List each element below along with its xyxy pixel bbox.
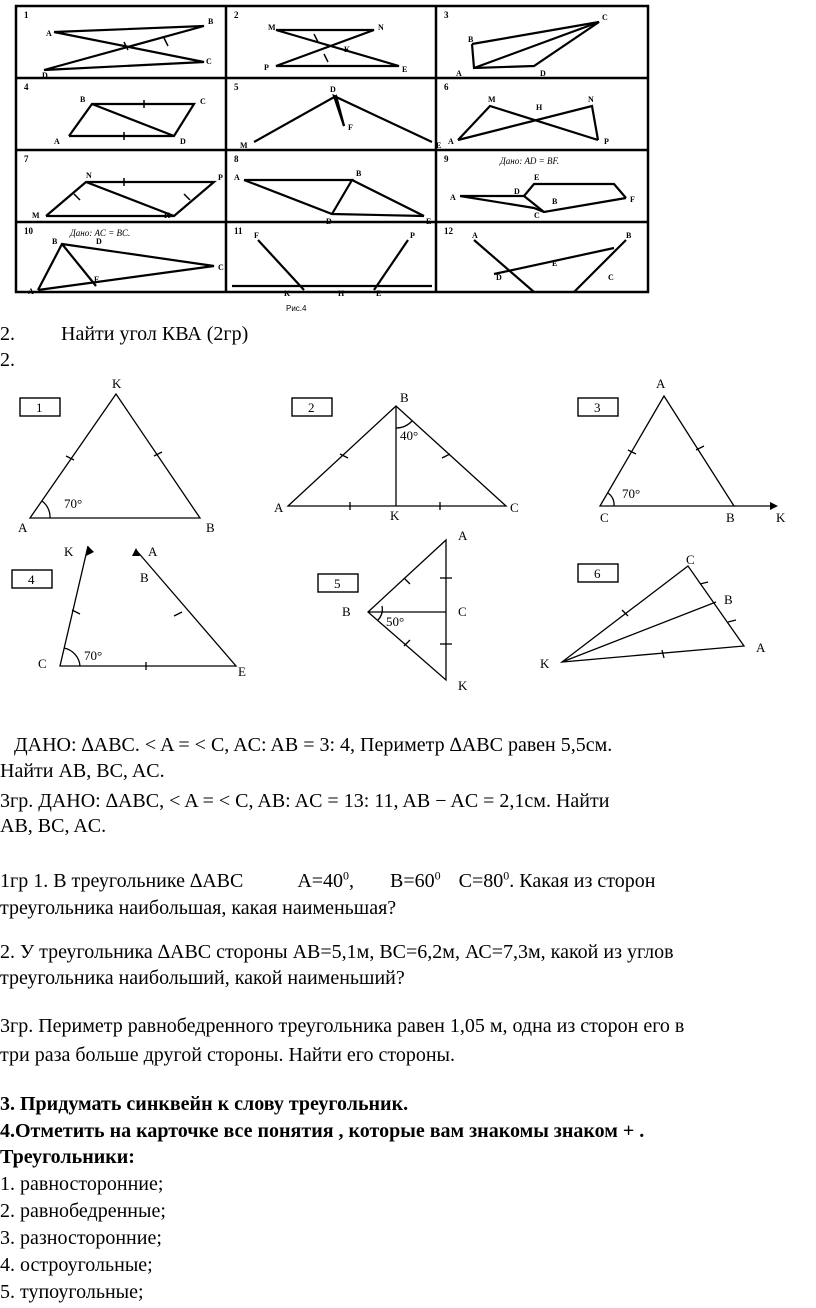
problem-1-question: . Какая из сторон <box>509 870 656 892</box>
svg-text:P: P <box>604 137 609 146</box>
svg-text:F: F <box>348 123 353 132</box>
problem-3-line1: 3гр. Периметр равнобедренного треугольника равен 1,05 м, одна из сторон его в <box>0 1015 685 1037</box>
svg-text:N: N <box>86 171 92 180</box>
svg-text:A: A <box>148 544 158 559</box>
svg-text:D: D <box>326 217 332 226</box>
given-2-find: AB, BC, AC. <box>0 815 107 837</box>
svg-text:B: B <box>552 197 558 206</box>
svg-text:70°: 70° <box>622 486 641 501</box>
svg-text:A: A <box>472 231 478 240</box>
cell-number: 10 <box>24 226 33 236</box>
list-item: 5. тупоугольные; <box>0 1281 144 1303</box>
angle-C: С=80 <box>458 870 504 892</box>
list-item: 3. разносторонние; <box>0 1227 162 1249</box>
svg-text:B: B <box>356 169 362 178</box>
svg-text:K: K <box>284 289 291 296</box>
svg-text:A: A <box>458 528 468 543</box>
svg-text:A: A <box>656 376 666 391</box>
triangle-6-number: 6 <box>594 566 601 581</box>
task2-number: 2. <box>0 323 15 345</box>
svg-text:K: K <box>776 510 786 525</box>
given-1: ДАНО: ∆ABC. < A = < C, AC: AB = 3: 4, Периметр ∆ABC равен 5,5см. <box>14 734 613 756</box>
svg-text:E: E <box>436 141 442 150</box>
svg-text:B: B <box>52 237 58 246</box>
cell-number: 7 <box>24 154 29 164</box>
problem-3-line2: три раза больше другой стороны. Найти его стороны. <box>0 1044 455 1066</box>
svg-text:A: A <box>448 137 454 146</box>
svg-text:A: A <box>756 640 766 655</box>
svg-text:E: E <box>238 664 246 679</box>
geometry-figures-grid <box>14 4 650 296</box>
svg-text:B: B <box>80 95 86 104</box>
triangle-5 <box>368 540 446 680</box>
triangle-2 <box>288 406 506 506</box>
cell-number: 4 <box>24 82 29 92</box>
svg-text:C: C <box>534 211 540 220</box>
svg-text:B: B <box>342 604 351 619</box>
svg-text:A: A <box>46 29 52 38</box>
problem-1-line1: 1гр 1. В треугольнике ∆АВС $А=40^0$, $В=60^0$ $С=80^0$. Какая из сторон <box>0 868 656 892</box>
svg-text:H: H <box>338 289 345 296</box>
task-3: 3. Придумать синквейн к слову треугольник. <box>0 1093 409 1115</box>
svg-text:M: M <box>32 211 40 220</box>
problem-1-line2: треугольника наибольшая, какая наименьшая? <box>0 897 397 919</box>
triangle-2-number: 2 <box>308 400 315 415</box>
cell-number: 11 <box>234 226 243 236</box>
cell-number: 12 <box>444 226 453 236</box>
svg-text:E: E <box>534 173 540 182</box>
svg-text:N: N <box>588 95 594 104</box>
svg-text:B: B <box>626 231 632 240</box>
svg-text:A: A <box>450 193 456 202</box>
svg-text:D: D <box>496 273 502 282</box>
svg-text:M: M <box>240 141 248 150</box>
triangle-1-number: 1 <box>36 400 43 415</box>
problem-2-line1: 2. У треугольника ∆АВС стороны АВ=5,1м, ВС=6,2м, АС=7,3м, какой из углов <box>0 941 674 963</box>
svg-text:F: F <box>254 231 259 240</box>
svg-text:C: C <box>686 552 695 567</box>
triangle-6 <box>562 566 744 662</box>
triangles-heading: Треугольники: <box>0 1146 135 1168</box>
svg-text:E: E <box>552 259 558 268</box>
svg-text:C: C <box>206 57 212 66</box>
cell-number: 5 <box>234 82 239 92</box>
given-2: 3гр. ДАНО: ∆ABC, < A = < C, AB: AC = 13: 11, AB − AC = 2,1см. Найти <box>0 790 610 812</box>
svg-text:D: D <box>540 69 546 78</box>
cell-number: 1 <box>24 10 29 20</box>
svg-text:P: P <box>264 63 269 72</box>
svg-text:B: B <box>140 570 149 585</box>
svg-text:70°: 70° <box>64 496 83 511</box>
task2-subnumber: 2. <box>0 349 15 371</box>
svg-text:C: C <box>200 97 206 106</box>
svg-text:B: B <box>400 390 409 405</box>
svg-text:A: A <box>274 500 284 515</box>
angle-A: А=40 <box>297 870 344 892</box>
given-10: Дано: AC = BC. <box>70 228 131 238</box>
svg-text:K: K <box>164 211 171 220</box>
svg-text:K: K <box>458 678 468 693</box>
svg-text:K: K <box>540 656 550 671</box>
cell-number: 8 <box>234 154 239 164</box>
svg-text:C: C <box>602 13 608 22</box>
svg-text:A: A <box>234 173 240 182</box>
triangle-3-number: 3 <box>594 400 601 415</box>
svg-text:D: D <box>96 237 102 246</box>
svg-text:E: E <box>376 289 382 296</box>
svg-text:M: M <box>488 95 496 104</box>
svg-text:F: F <box>630 195 635 204</box>
svg-text:A: A <box>54 137 60 146</box>
svg-text:A: A <box>28 287 34 296</box>
task2-heading <box>0 322 248 346</box>
list-item: 4. остроугольные; <box>0 1254 153 1276</box>
angle-B: В=60 <box>390 870 435 892</box>
cell-number: 2 <box>234 10 239 20</box>
svg-text:B: B <box>208 17 214 26</box>
svg-text:D: D <box>514 187 520 196</box>
svg-text:D: D <box>180 137 186 146</box>
triangle-1 <box>30 394 200 518</box>
svg-text:B: B <box>468 35 474 44</box>
svg-text:B: B <box>724 592 733 607</box>
svg-text:C: C <box>600 510 609 525</box>
svg-text:50°: 50° <box>386 614 405 629</box>
svg-text:C: C <box>218 263 224 272</box>
svg-text:A: A <box>18 520 28 535</box>
svg-text:E: E <box>426 217 432 226</box>
svg-text:C: C <box>458 604 467 619</box>
cell-number: 6 <box>444 82 449 92</box>
svg-text:D: D <box>42 71 48 80</box>
triangles-figure <box>0 370 816 700</box>
svg-text:40°: 40° <box>400 428 419 443</box>
svg-text:K: K <box>64 544 74 559</box>
triangle-5-number: 5 <box>334 576 341 591</box>
given-1-find: Найти AB, BC, AC. <box>0 760 165 782</box>
svg-text:A: A <box>456 69 462 78</box>
svg-text:K: K <box>112 376 122 391</box>
svg-text:D: D <box>330 85 336 94</box>
problem-2-line2: треугольника наибольший, какой наименьший? <box>0 967 405 989</box>
problem-1-intro: 1гр 1. В треугольнике ∆АВС <box>0 870 244 892</box>
list-item: 2. равнобедренные; <box>0 1200 166 1222</box>
svg-text:K: K <box>390 508 400 523</box>
svg-text:E: E <box>94 275 100 284</box>
svg-text:B: B <box>726 510 735 525</box>
svg-text:M: M <box>268 23 276 32</box>
figure-caption: Рис.4 <box>286 304 307 313</box>
task-4: 4.Отметить на карточке все понятия , которые вам знакомы знаком + . <box>0 1120 645 1142</box>
svg-text:70°: 70° <box>84 648 103 663</box>
svg-text:P: P <box>410 231 415 240</box>
svg-text:E: E <box>402 65 408 74</box>
cell-number: 9 <box>444 154 449 164</box>
given-9: Дано: AD = BF. <box>500 156 560 166</box>
triangle-4-number: 4 <box>28 572 35 587</box>
svg-text:C: C <box>510 500 519 515</box>
svg-text:C: C <box>608 273 614 282</box>
svg-text:H: H <box>536 103 543 112</box>
svg-text:C: C <box>38 656 47 671</box>
svg-text:B: B <box>206 520 215 535</box>
task2-title: Найти угол КВА (2гр) <box>61 323 249 345</box>
svg-text:K: K <box>344 45 351 54</box>
triangle-3 <box>600 396 734 506</box>
svg-text:P: P <box>218 173 223 182</box>
list-item: 1. равносторонние; <box>0 1173 164 1195</box>
cell-number: 3 <box>444 10 449 20</box>
svg-text:N: N <box>378 23 384 32</box>
